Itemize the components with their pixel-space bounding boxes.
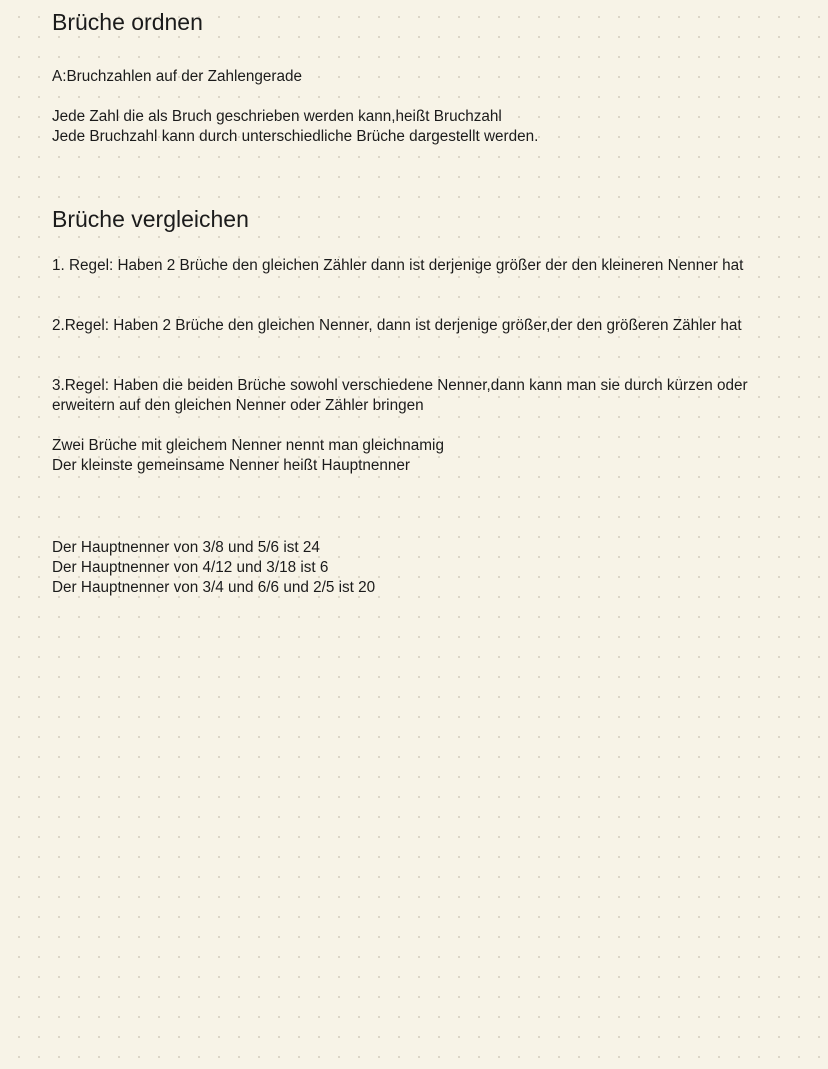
rule-1-text: 1. Regel: Haben 2 Brüche den gleichen Zähler dann ist derjenige größer der den kleineren Nenner hat <box>52 257 744 274</box>
intro-line: Jede Bruchzahl kann durch unterschiedliche Brüche dargestellt werden. <box>52 128 539 145</box>
definition-line: Der kleinste gemeinsame Nenner heißt Hauptnenner <box>52 457 410 474</box>
rule-3-text: 3.Regel: Haben die beiden Brüche sowohl verschiedene Nenner,dann kann man sie durch kürzen oder erweitern auf den gleichen Nenner oder Zähler bringen <box>52 377 752 414</box>
definitions-paragraph <box>52 436 802 476</box>
example-line: Der Hauptnenner von 3/8 und 5/6 ist 24 <box>52 539 320 556</box>
intro-paragraph <box>52 107 802 147</box>
section-title-brueche-ordnen: Brüche ordnen <box>52 9 203 35</box>
definition-line: Zwei Brüche mit gleichem Nenner nennt man gleichnamig <box>52 437 444 454</box>
rule-2-text: 2.Regel: Haben 2 Brüche den gleichen Nenner, dann ist derjenige größer,der den größeren Zähler hat <box>52 317 742 334</box>
intro-line: Jede Zahl die als Bruch geschrieben werden kann,heißt Bruchzahl <box>52 108 502 125</box>
example-line: Der Hauptnenner von 3/4 und 6/6 und 2/5 ist 20 <box>52 579 376 596</box>
section-title-brueche-vergleichen: Brüche vergleichen <box>52 206 249 232</box>
example-line: Der Hauptnenner von 4/12 und 3/18 ist 6 <box>52 559 329 576</box>
examples-paragraph <box>52 538 802 598</box>
subheading-zahlengerade: A:Bruchzahlen auf der Zahlengerade <box>52 68 303 85</box>
